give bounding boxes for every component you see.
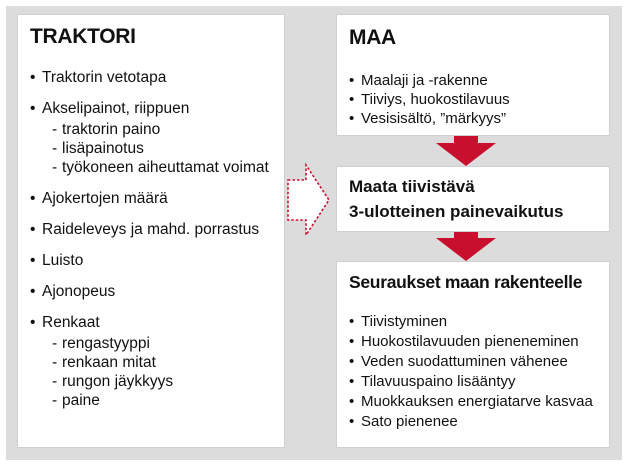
tractor-subfactor: - työkoneen aiheuttamat voimat: [62, 158, 269, 177]
compaction-line-1: Maata tiivistävä: [349, 177, 475, 196]
compaction-line-2: 3-ulotteinen painevaikutus: [349, 202, 564, 221]
soil-factor: • Tiiviys, huokostilavuus: [361, 90, 510, 109]
tractor-factor-label: Ajokertojen määrä: [42, 190, 168, 207]
tractor-factor-label: Renkaat: [42, 314, 100, 331]
tractor-factor-label: Raideleveys ja mahd. porrastus: [42, 221, 260, 238]
effect-item: • Tiivistyminen: [361, 312, 593, 332]
tractor-factor-label: Ajonopeus: [42, 283, 116, 300]
tractor-factor-label: Traktorin vetotapa: [42, 69, 167, 86]
tractor-subfactor: - renkaan mitat: [62, 353, 269, 372]
tractor-title: TRAKTORI: [30, 25, 136, 48]
effect-item: • Huokostilavuuden pieneneminen: [361, 332, 593, 352]
soil-factor: • Vesisisältö, ”märkyys”: [361, 109, 510, 128]
effects-title: Seuraukset maan rakenteelle: [349, 272, 583, 292]
tractor-subfactor: - paine: [62, 391, 269, 410]
effect-item: • Sato pienenee: [361, 412, 593, 432]
tractor-subfactor: - rungon jäykkyys: [62, 372, 269, 391]
effect-item: • Muokkauksen energiatarve kasvaa: [361, 392, 593, 412]
effect-item: • Veden suodattuminen vähenee: [361, 352, 593, 372]
tractor-subfactor: - traktorin paino: [62, 120, 269, 139]
effect-item: • Tilavuuspaino lisääntyy: [361, 372, 593, 392]
red-down-arrow-icon: [436, 136, 496, 166]
red-down-arrow-icon: [436, 232, 496, 261]
tractor-factor-label: Akselipainot, riippuen: [42, 100, 190, 117]
soil-title: MAA: [349, 26, 396, 49]
tractor-subfactor: - rengastyyppi: [62, 334, 269, 353]
tractor-factor-label: Luisto: [42, 252, 84, 269]
soil-factor: • Maalaji ja -rakenne: [361, 71, 510, 90]
tractor-subfactor: - lisäpainotus: [62, 139, 269, 158]
dotted-right-arrow-icon: [288, 165, 329, 235]
